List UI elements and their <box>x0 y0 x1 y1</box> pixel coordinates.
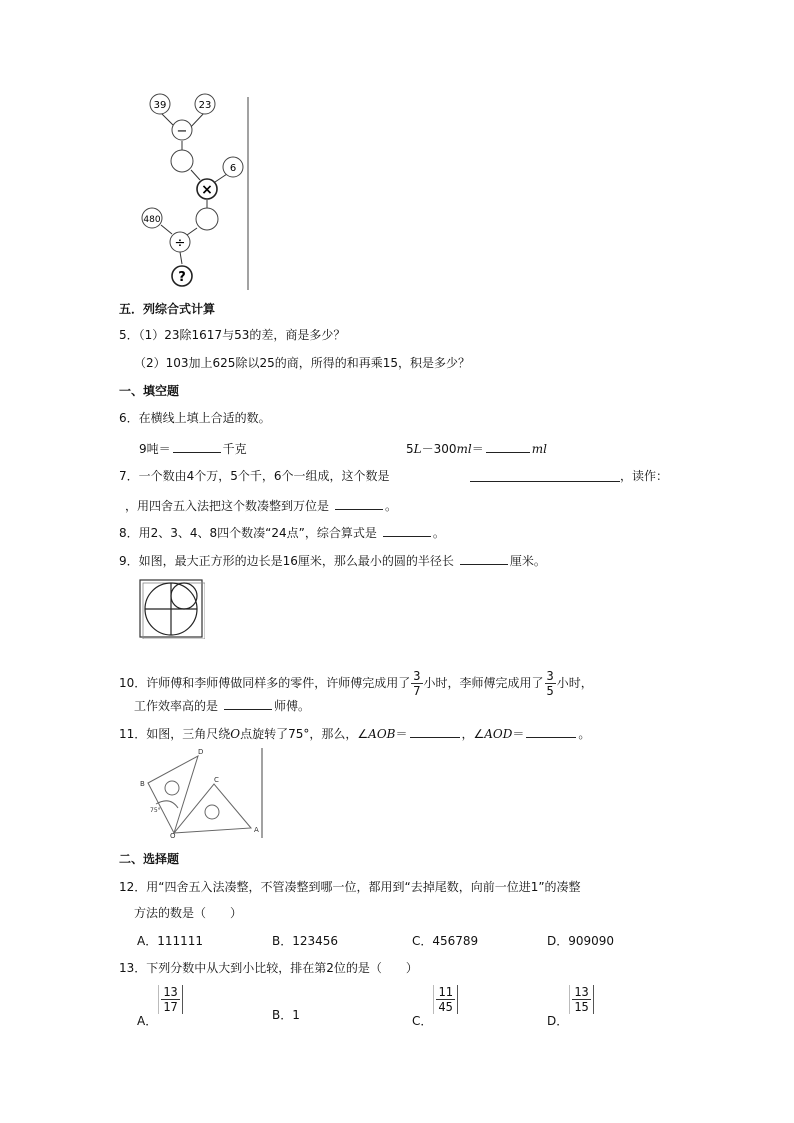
q10-text-a: 10．许师傅和李师傅做同样多的零件，许师傅完成用了 <box>119 676 411 690</box>
question-7-line-1 <box>119 468 390 484</box>
q12-option-c[interactable]: C．456789 <box>412 934 479 948</box>
q11-text-f: 。 <box>578 727 591 741</box>
q9-text-a: 9．如图，最大正方形的边长是16厘米，那么最小的圆的半径长 <box>119 554 454 568</box>
q11-text-b: 点旋转了75°，那么，∠ <box>240 727 369 741</box>
label-A: A <box>254 826 259 834</box>
section-fill-title: 一、填空题 <box>119 384 180 398</box>
times-operator <box>197 179 217 199</box>
section-5-title: 五．列综合式计算 <box>119 302 216 316</box>
q6a-blank[interactable] <box>173 439 221 453</box>
calculation-tree-diagram <box>135 92 255 292</box>
q10-fraction-1 <box>411 669 422 698</box>
node-480-label: 480 <box>143 215 161 225</box>
q11-angle-AOD: AOD <box>484 727 513 741</box>
q13-option-c-label: C． <box>412 1014 433 1028</box>
minus-operator <box>172 120 192 140</box>
question-6a <box>139 439 247 457</box>
q9-blank[interactable] <box>460 551 508 565</box>
q13-option-b[interactable]: B．1 <box>272 1008 300 1022</box>
label-C: C <box>214 776 219 784</box>
square-circles-figure <box>139 579 205 639</box>
times-symbol: × <box>201 182 213 198</box>
label-O: O <box>170 832 176 840</box>
node-39 <box>150 94 170 114</box>
q6b-minus: －300 <box>421 442 457 456</box>
node-39-label: 39 <box>153 100 167 111</box>
label-D: D <box>198 748 204 756</box>
blank-node-1 <box>171 150 193 172</box>
q13-option-c-fraction <box>433 985 457 1014</box>
q7-text-d: 。 <box>385 499 398 513</box>
q10-fraction-2-numerator: 3 <box>546 669 554 683</box>
divide-symbol: ÷ <box>174 236 186 251</box>
q11-text-a: 11．如图，三角尺绕 <box>119 727 231 741</box>
q10-text-d: 工作效率高的是 <box>134 699 219 713</box>
q13-option-d[interactable] <box>547 985 595 1028</box>
question-11 <box>119 724 590 742</box>
question-13: 13．下列分数中从大到小比较，排在第2位的是（ ） <box>119 961 418 975</box>
q11-text-d: ，∠ <box>461 727 485 741</box>
q7-blank-number[interactable] <box>470 468 620 482</box>
q7-text-c: ，用四舍五入法把这个数凑整到万位是 <box>125 499 330 513</box>
node-6 <box>223 157 243 177</box>
q11-point-O: O <box>230 727 241 741</box>
q11-text-e: ＝ <box>512 727 525 741</box>
q6a-prefix: 9吨＝ <box>139 442 171 456</box>
question-5-part-2: （2）103加上625除以25的商，所得的和再乘15，积是多少？ <box>134 356 470 370</box>
node-23 <box>195 94 215 114</box>
question-12-line-2: 方法的数是（ ） <box>134 906 243 920</box>
q13-d-denominator: 15 <box>574 1000 589 1014</box>
node-480 <box>142 208 162 228</box>
q12-option-a[interactable]: A．111111 <box>137 934 204 948</box>
question-10-line-2 <box>134 696 310 714</box>
label-75-degree: 75° <box>150 807 161 814</box>
q9-text-b: 厘米。 <box>509 554 546 568</box>
question-12-line-1: 12．用“四舍五入法凑整，不管凑整到哪一位，都用到“去掉尾数，向前一位进1”的凑整 <box>119 880 581 894</box>
section-choice-title: 二、选择题 <box>119 852 180 866</box>
q6b-unit-ml: ml <box>456 442 472 456</box>
q13-option-c[interactable] <box>412 985 459 1028</box>
node-23-label: 23 <box>198 100 212 111</box>
q11-blank-AOD[interactable] <box>526 724 576 738</box>
q13-option-a-fraction <box>158 985 182 1014</box>
q13-option-d-label: D． <box>547 1014 569 1028</box>
q13-c-denominator: 45 <box>438 1000 453 1014</box>
question-8 <box>119 523 445 541</box>
question-node <box>172 266 192 286</box>
q13-c-numerator: 11 <box>438 985 453 999</box>
blank-node-2 <box>196 208 218 230</box>
q6b-blank[interactable] <box>486 439 530 453</box>
divide-operator <box>170 232 190 252</box>
q10-fraction-2 <box>545 669 556 698</box>
q13-option-a-label: A． <box>137 1014 158 1028</box>
question-5-part-1: 5．（1）23除1617与53的差，商是多少？ <box>119 328 346 342</box>
q10-fraction-2-denominator: 5 <box>546 684 554 698</box>
node-6-label: 6 <box>229 163 237 174</box>
q7-text-a: 7．一个数由4个万，5个千，6个一组成，这个数是 <box>119 469 390 483</box>
q7-text-b: ，读作： <box>620 469 669 483</box>
q8-blank[interactable] <box>383 523 431 537</box>
q6b-unit-ml-2: ml <box>531 442 547 456</box>
q11-text-c: ＝ <box>395 727 408 741</box>
q11-angle-AOB: AOB <box>368 727 396 741</box>
q10-blank[interactable] <box>224 696 272 710</box>
q13-d-numerator: 13 <box>574 985 589 999</box>
q10-text-b: 小时，李师傅完成用了 <box>423 676 544 690</box>
label-B: B <box>140 780 145 788</box>
question-10-line-1 <box>119 669 593 698</box>
q13-option-d-fraction <box>569 985 593 1014</box>
minus-symbol: − <box>176 124 188 139</box>
q12-option-d[interactable]: D．909090 <box>547 934 615 948</box>
q8-text-b: 。 <box>432 526 445 540</box>
question-6: 6．在横线上填上合适的数。 <box>119 411 271 425</box>
q6b-equals: ＝ <box>471 442 484 456</box>
question-9 <box>119 551 546 569</box>
q8-text-a: 8．用2、3、4、8四个数凑“24点”，综合算式是 <box>119 526 377 540</box>
question-7-line-2 <box>125 496 397 514</box>
q13-a-denominator: 17 <box>163 1000 178 1014</box>
q12-option-b[interactable]: B．123456 <box>272 934 339 948</box>
q6b-unit-L: L <box>413 442 422 456</box>
rotating-triangle-figure <box>136 746 268 840</box>
q10-fraction-1-numerator: 3 <box>413 669 421 683</box>
q10-text-e: 师傅。 <box>274 699 311 713</box>
q13-option-a[interactable] <box>137 985 184 1028</box>
q6a-unit: 千克 <box>222 442 247 456</box>
q10-fraction-1-denominator: 7 <box>413 684 421 698</box>
question-6b <box>406 439 547 457</box>
q7-blank-rounded[interactable] <box>335 496 383 510</box>
q10-text-c: 小时， <box>556 676 593 690</box>
q6b-number: 5 <box>406 442 414 456</box>
q13-a-numerator: 13 <box>163 985 178 999</box>
question-mark: ? <box>178 270 186 285</box>
q11-blank-AOB[interactable] <box>410 724 460 738</box>
